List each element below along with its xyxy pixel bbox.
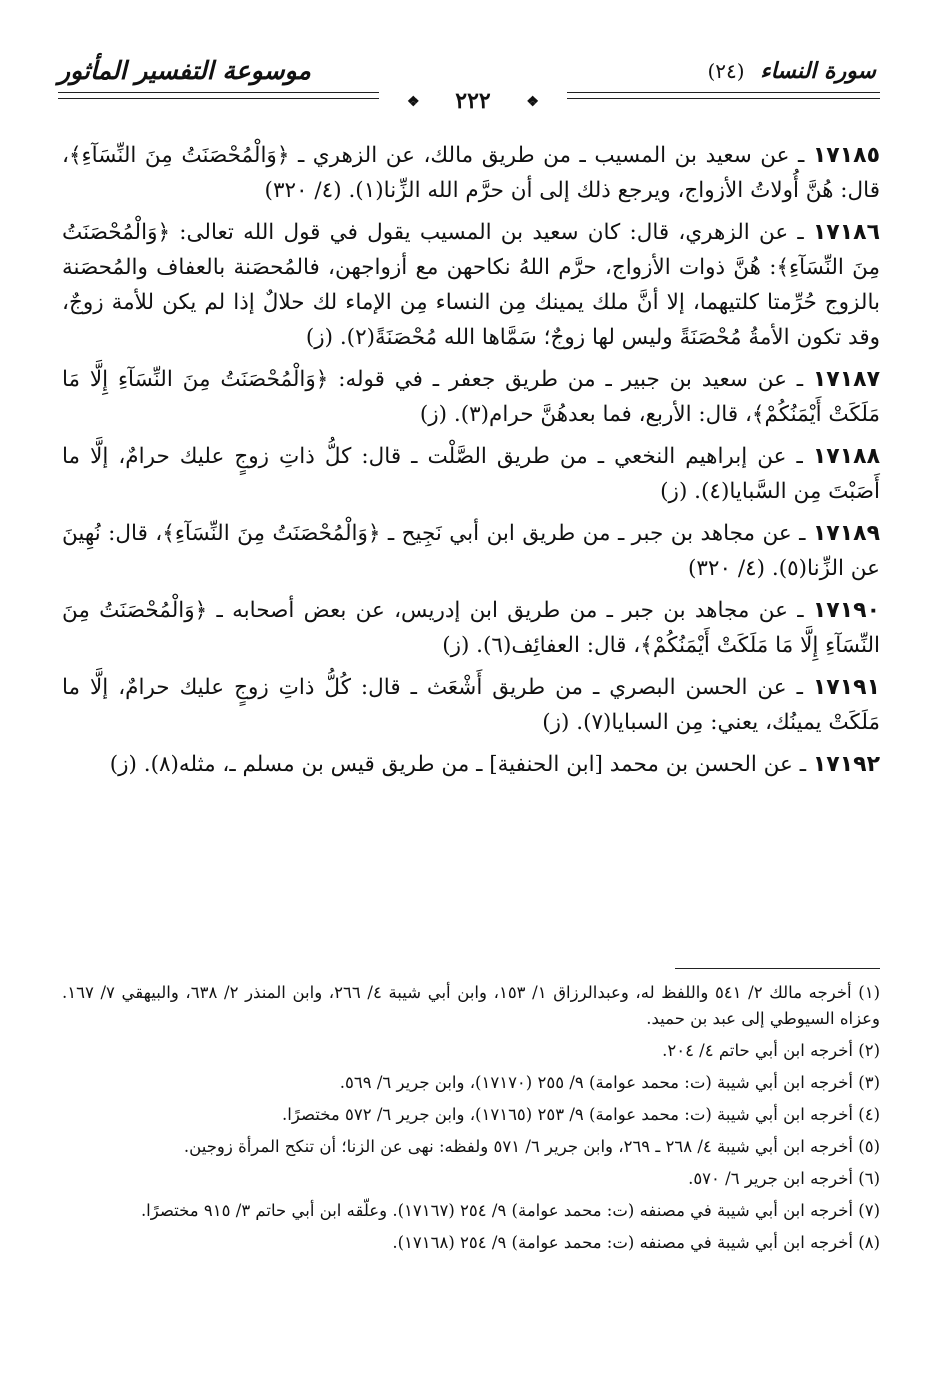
book-title: موسوعة التفسير المأثور bbox=[58, 56, 311, 85]
page-number-box bbox=[0, 88, 946, 114]
surah-heading bbox=[707, 58, 876, 84]
surah-number: (٢٤) bbox=[707, 59, 745, 83]
narration bbox=[62, 362, 880, 432]
narration-number: ١٧١٩١ bbox=[812, 675, 880, 700]
narration-text: ـ عن مجاهد بن جبر ـ من طريق ابن أبي نَجِيح ـ ﴿وَالْمُحْصَنَتُ مِنَ النِّسَآءِ﴾، قال: نُهِينَ عن الزِّنا(٥). (٤/ ٣٢٠) bbox=[62, 521, 880, 581]
narration-number: ١٧١٨٩ bbox=[812, 521, 880, 546]
narration-text: ـ عن الحسن بن محمد [ابن الحنفية] ـ من طريق قيس بن مسلم ـ، مثله(٨). (ز) bbox=[109, 752, 807, 777]
narration bbox=[62, 747, 880, 782]
narration-text: ـ عن الحسن البصري ـ من طريق أَشْعَث ـ قال: كُلُّ ذاتِ زوجٍ عليك حرامٌ، إلَّا ما مَلَكَتْ يمينُك، يعني: مِن السبايا(٧). (ز) bbox=[62, 675, 880, 735]
footnote: (١) أخرجه مالك ٢/ ٥٤١ واللفظ له، وعبدالرزاق ١/ ١٥٣، وابن أبي شيبة ٤/ ٢٦٦، وابن المنذر ٢/ ٦٣٨، والبيهقي ٧/ ١٦٧. وعزاه السيوطي إلى عبد بن حميد. bbox=[62, 983, 880, 1028]
narration-number: ١٧١٨٥ bbox=[812, 143, 880, 168]
narration-text: ـ عن الزهري، قال: كان سعيد بن المسيب يقول في قول الله تعالى: ﴿وَالْمُحْصَنَتُ مِنَ النِّسَآءِ﴾: هُنَّ ذوات الأزواج، حرَّم اللهُ نكاحهن مع أزواجهن، فالمُحصَنة بالعفاف والمُحصَنة بالزوج حُرِّمتا كلتيهما، إلا أنَّ ملك يمينك مِن النساء مِن الإماء لك حلالٌ إذا لم يكن للأمة زوجٌ، وقد تكون الأمةُ مُحْصَنَةً وليس لها زوجٌ؛ سَمَّاها الله مُحْصَنَةً(٢). (ز) bbox=[62, 220, 880, 350]
footnote: (٢) أخرجه ابن أبي حاتم ٤/ ٢٠٤. bbox=[662, 1041, 880, 1060]
narration-number: ١٧١٨٧ bbox=[812, 367, 880, 392]
surah-name: سورة النساء bbox=[760, 58, 876, 84]
footnote: (٥) أخرجه ابن أبي شيبة ٤/ ٢٦٨ ـ ٢٦٩، وابن جرير ٦/ ٥٧١ ولفظه: نهى عن الزنا؛ أن تنكح المرأة زوجين. bbox=[183, 1137, 880, 1156]
narration-text: ـ عن سعيد بن جبير ـ من طريق جعفر ـ في قوله: ﴿وَالْمُحْصَنَتُ مِنَ النِّسَآءِ إِلَّا مَا مَلَكَتْ أَيْمَنُكُمْ﴾، قال: الأربع، فما بعدهُنَّ حرام(٣). (ز) bbox=[62, 367, 880, 427]
footnote-separator bbox=[675, 968, 880, 969]
narration bbox=[62, 439, 880, 509]
narration bbox=[62, 670, 880, 740]
narration-text: ـ عن سعيد بن المسيب ـ من طريق مالك، عن الزهري ـ ﴿وَالْمُحْصَنَتُ مِنَ النِّسَآءِ﴾، قال: هُنَّ أُولاتُ الأزواج، ويرجع ذلك إلى أن حرَّم الله الزِّنا(١). (٤/ ٣٢٠) bbox=[62, 143, 880, 203]
narration-text: ـ عن مجاهد بن جبر ـ من طريق ابن إدريس، عن بعض أصحابه ـ ﴿وَالْمُحْصَنَتُ مِنَ النِّسَآءِ إِلَّا مَا مَلَكَتْ أَيْمَنُكُمْ﴾، قال: العفائِف(٦). (ز) bbox=[62, 598, 880, 658]
footnotes bbox=[62, 980, 880, 1262]
footnote: (٤) أخرجه ابن أبي شيبة (ت: محمد عوامة) ٩/ ٢٥٣ (١٧١٦٥)، وابن جرير ٦/ ٥٧٢ مختصرًا. bbox=[282, 1105, 880, 1124]
narration-number: ١٧١٩٢ bbox=[812, 752, 880, 777]
narration bbox=[62, 516, 880, 586]
footnote: (٦) أخرجه ابن جرير ٦/ ٥٧٠. bbox=[688, 1169, 880, 1188]
footnote: (٧) أخرجه ابن أبي شيبة في مصنفه (ت: محمد عوامة) ٩/ ٢٥٤ (١٧١٦٧). وعلّقه ابن أبي حاتم ٣/ ٩١٥ مختصرًا. bbox=[140, 1201, 880, 1220]
narration-number: ١٧١٨٦ bbox=[812, 220, 881, 245]
footnote: (٣) أخرجه ابن أبي شيبة (ت: محمد عوامة) ٩/ ٢٥٥ (١٧١٧٠)، وابن جرير ٦/ ٥٦٩. bbox=[339, 1073, 880, 1092]
main-text bbox=[62, 138, 880, 789]
page-number: ٢٢٢ bbox=[441, 88, 504, 114]
ornament-icon: ❖ bbox=[512, 94, 553, 110]
narration bbox=[62, 138, 880, 208]
narration-number: ١٧١٩٠ bbox=[812, 598, 880, 623]
narration-number: ١٧١٨٨ bbox=[812, 444, 880, 469]
narration bbox=[62, 593, 880, 663]
ornament-icon: ❖ bbox=[393, 94, 434, 110]
narration bbox=[62, 215, 880, 355]
narration-text: ـ عن إبراهيم النخعي ـ من طريق الصَّلْت ـ قال: كلُّ ذاتِ زوجٍ عليك حرامٌ، إلَّا ما أَصَبْتَ مِن السَّبايا(٤). (ز) bbox=[62, 444, 880, 504]
footnote: (٨) أخرجه ابن أبي شيبة في مصنفه (ت: محمد عوامة) ٩/ ٢٥٤ (١٧١٦٨). bbox=[392, 1233, 880, 1252]
